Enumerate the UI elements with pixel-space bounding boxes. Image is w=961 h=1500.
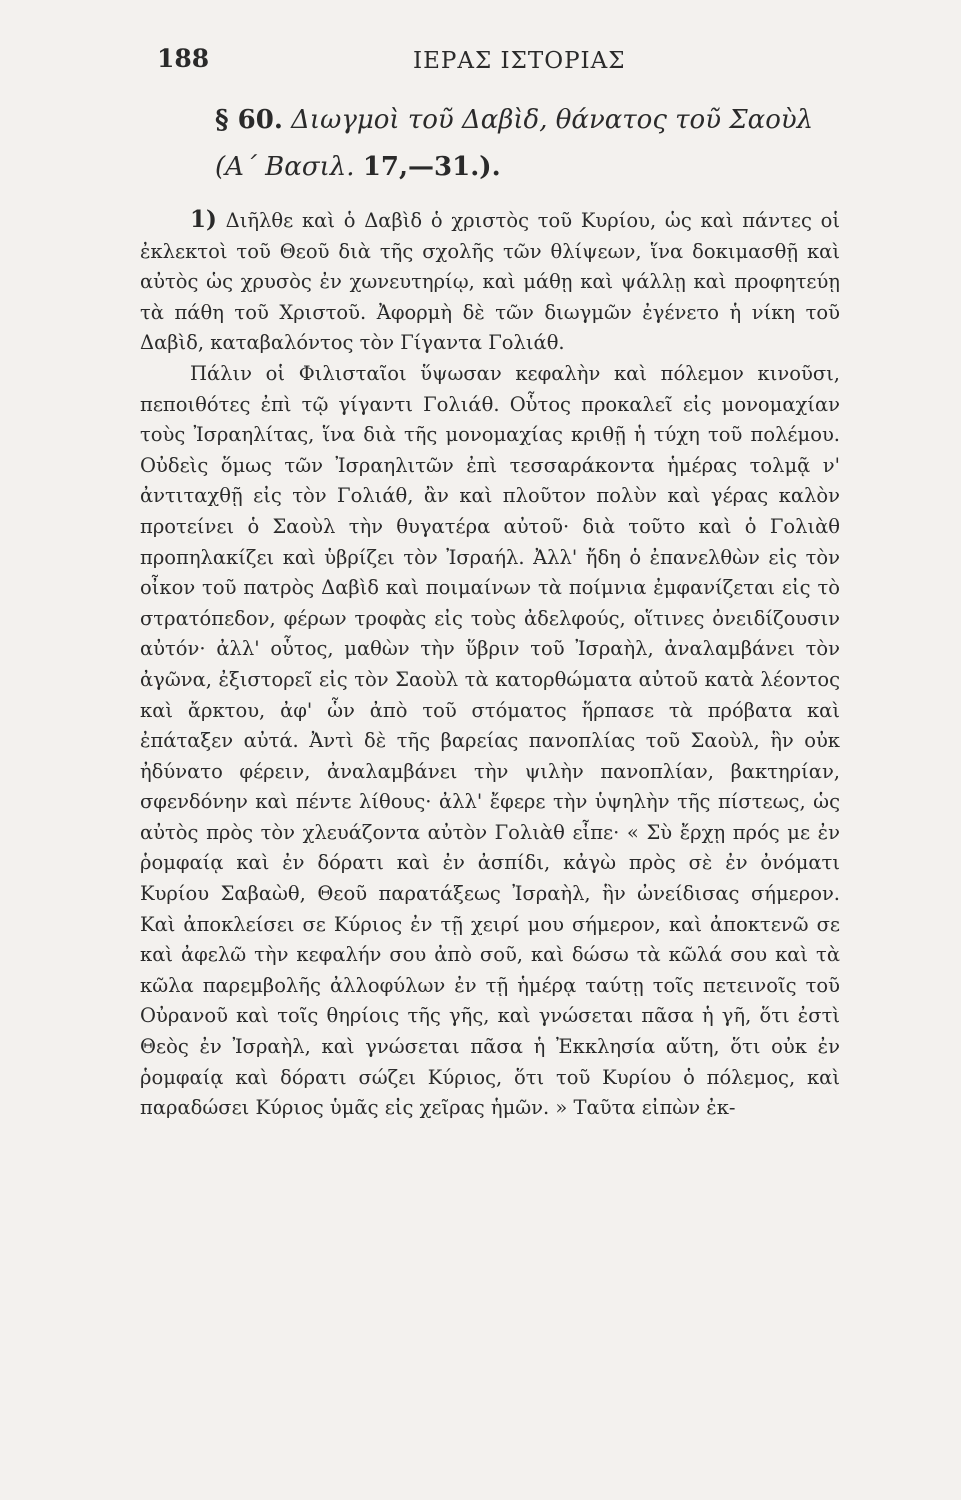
page-number: 188 — [157, 44, 210, 73]
body-text — [140, 205, 840, 1124]
page-header — [145, 44, 845, 84]
paragraph-text: Διῆλθε καὶ ὁ Δαβὶδ ὁ χριστὸς τοῦ Κυρίου, ὡς καὶ πάντες οἱ ἐκλεκτοὶ τοῦ Θεοῦ διὰ τῆς σχολῆς τῶν θλίψεων, ἵνα δοκιμασθῇ καὶ αὐτὸς ὡς χρυσὸς ἐν χωνευτηρίῳ, καὶ μάθῃ καὶ ψάλλῃ καὶ προφητεύῃ τὰ πάθη τοῦ Χριστοῦ. Ἀφορμὴ δὲ τῶν διωγμῶν ἐγένετο ἡ νίκη τοῦ Δαβὶδ, καταβαλόντος τὸν Γίγαντα Γολιάθ. — [140, 209, 840, 355]
section-number: § 60. — [215, 105, 283, 135]
running-head: ΙΕΡΑΣ ΙΣΤΟΡΙΑΣ — [413, 48, 626, 74]
paragraph-text: Πάλιν οἱ Φιλισταῖοι ὕψωσαν κεφαλὴν καὶ πόλεμον κινοῦσι, πεποιθότες ἐπὶ τῷ γίγαντι Γολιάθ. Οὗτος προκαλεῖ εἰς μονομαχίαν τοὺς Ἰσραηλίτας, ἵνα διὰ τῆς μονομαχίας κριθῇ ἡ τύχη τοῦ πολέμου. Οὐδεὶς ὅμως τῶν Ἰσραηλιτῶν ἐπὶ τεσσαράκοντα ἡμέρας τολμᾷ ν' ἀντιταχθῇ εἰς τὸν Γολιάθ, ἂν καὶ πλοῦτον πολὺν καὶ γέρας καλὸν προτείνει ὁ Σαοὺλ τὴν θυγατέρα αὐτοῦ· διὰ τοῦτο καὶ ὁ Γολιὰθ προπηλακίζει καὶ ὑβρίζει τὸν Ἰσραήλ. Ἀλλ' ἤδη ὁ ἐπανελθὼν εἰς τὸν οἶκον τοῦ πατρὸς Δαβὶδ καὶ ποιμαίνων τὰ ποίμνια ἐμφανίζεται εἰς τὸ στρατόπεδον, φέρων τροφὰς εἰς τοὺς ἀδελφούς, οἵτινες ὀνειδίζουσιν αὐτόν· ἀλλ' οὗτος, μαθὼν τὴν ὕβριν τοῦ Ἰσραὴλ, ἀναλαμβάνει τὸν ἀγῶνα, ἐξιστορεῖ εἰς τὸν Σαοὺλ τὰ κατορθώματα αὐτοῦ κατὰ λέοντος καὶ ἄρκτου, ἀφ' ὧν ἀπὸ τοῦ στόματος ἥρπασε τὰ πρόβατα καὶ ἐπάταξεν αὐτά. Ἀντὶ δὲ τῆς βαρείας πανοπλίας τοῦ Σαοὺλ, ἣν οὐκ ἠδύνατο φέρειν, ἀναλαμβάνει τὴν ψιλὴν πανοπλίαν, βακτηρίαν, σφενδόνην καὶ πέντε λίθους· ἀλλ' ἔφερε τὴν ὑψηλὴν τῆς πίστεως, ὡς αὐτὸς πρὸς τὸν χλευάζοντα αὐτὸν Γολιὰθ εἶπε· « Σὺ ἔρχῃ πρός με ἐν ῥομφαίᾳ καὶ ἐν δόρατι καὶ ἐν ἀσπίδι, κἀγὼ πρὸς σὲ ἐν ὀνόματι Κυρίου Σαβαὼθ, Θεοῦ παρατάξεως Ἰσραὴλ, ἣν ὠνείδισας σήμερον. Καὶ ἀποκλείσει σε Κύριος ἐν τῇ χειρί μου σήμερον, καὶ ἀποκτενῶ σε καὶ ἀφελῶ τὴν κεφαλήν σου ἀπὸ σοῦ, καὶ δώσω τὰ κῶλά σου καὶ τὰ κῶλα παρεμβολῆς ἀλλοφύλων ἐν τῇ ἡμέρᾳ ταύτῃ τοῖς πετεινοῖς τοῦ Οὐρανοῦ καὶ τοῖς θηρίοις τῆς γῆς, καὶ γνώσεται πᾶσα ἡ γῆ, ὅτι ἐστὶ Θεὸς ἐν Ἰσραὴλ, καὶ γνώσεται πᾶσα ἡ Ἐκκλησία αὕτη, ὅτι οὐκ ἐν ῥομφαίᾳ καὶ δόρατι σώζει Κύριος, ὅτι τοῦ Κυρίου ὁ πόλεμος, καὶ παραδώσει Κύριος ὑμᾶς εἰς χεῖρας ἡμῶν. » Ταῦτα εἰπὼν ἐκ- — [140, 361, 840, 1120]
section-title-text: Διωγμοὶ τοῦ Δαβὶδ, θάνατος τοῦ Σαοὺλ (Α΄ Βασιλ. — [215, 105, 814, 182]
paragraph — [140, 359, 840, 1124]
paragraph-number: 1) — [190, 206, 217, 233]
paragraph — [140, 205, 840, 359]
section-references: 17,—31.). — [362, 152, 501, 182]
section-heading — [215, 97, 855, 191]
